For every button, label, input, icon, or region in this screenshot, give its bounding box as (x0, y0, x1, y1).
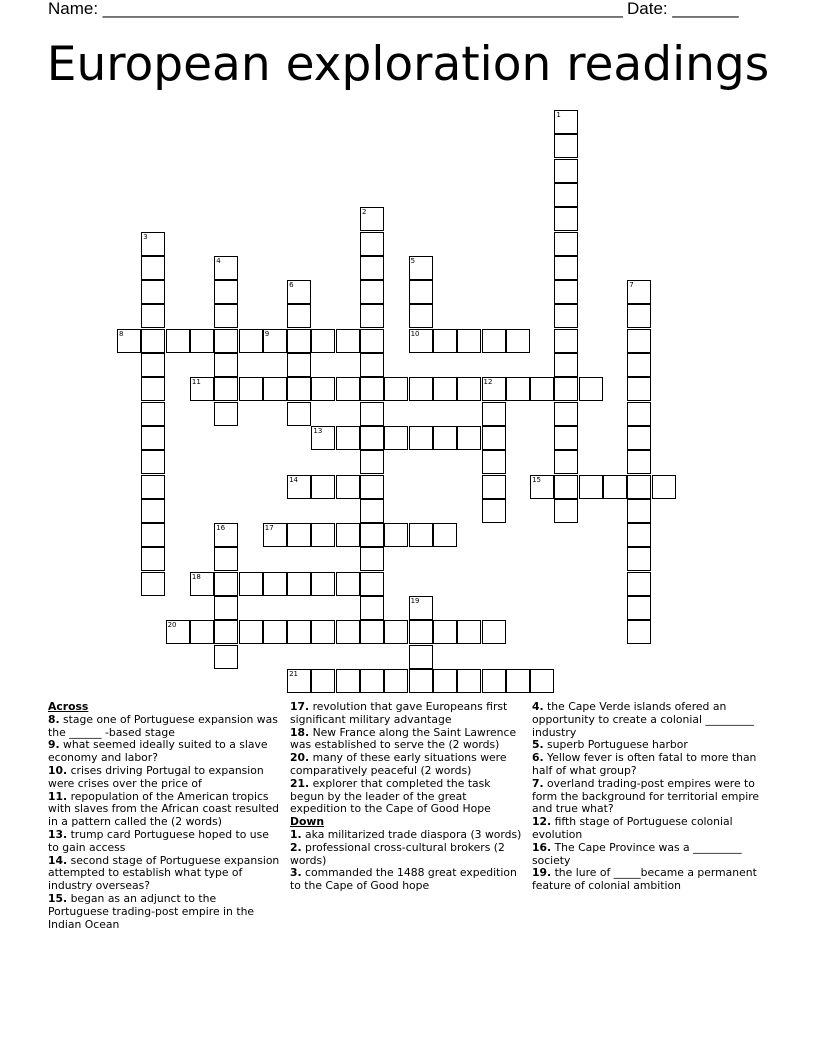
grid-cell[interactable] (627, 523, 651, 547)
clue-item (48, 829, 280, 855)
grid-cell[interactable] (360, 232, 384, 256)
grid-cell[interactable] (554, 475, 578, 499)
grid-cell[interactable] (482, 475, 506, 499)
grid-cell[interactable] (433, 329, 457, 353)
grid-cell[interactable] (627, 280, 651, 304)
clue-number-label: 6. (532, 751, 544, 765)
clue-number-label: 2. (290, 840, 302, 854)
clue-text: The Cape Province was a _________ society (532, 840, 742, 867)
grid-cell[interactable] (239, 329, 263, 353)
clue-number-label: 12. (532, 815, 552, 829)
clue-number-label: 7. (532, 776, 544, 790)
grid-cell[interactable] (506, 377, 530, 401)
grid-cell[interactable] (384, 620, 408, 644)
grid-cell[interactable] (311, 669, 335, 693)
clue-number: 11 (191, 378, 201, 387)
grid-cell[interactable] (409, 645, 433, 669)
grid-cell[interactable] (627, 450, 651, 474)
clue-item (532, 816, 764, 842)
clue-text: repopulation of the American tropics with slaves from the African coast resulted in a pattern called the (2 words) (48, 789, 279, 829)
grid-cell[interactable] (214, 547, 238, 571)
grid-cell[interactable] (360, 377, 384, 401)
grid-cell[interactable] (311, 620, 335, 644)
grid-cell[interactable] (652, 475, 676, 499)
grid-cell[interactable] (457, 620, 481, 644)
grid-cell[interactable] (482, 426, 506, 450)
grid-cell[interactable] (336, 572, 360, 596)
clue-item (290, 727, 522, 753)
clue-item (532, 701, 764, 739)
grid-cell[interactable] (311, 572, 335, 596)
clue-number-label: 17. (290, 700, 310, 713)
grid-cell[interactable] (287, 669, 311, 693)
clue-text: the lure of _____became a permanent feature of colonial ambition (532, 866, 757, 893)
grid-cell[interactable] (263, 572, 287, 596)
clue-text: began as an adjunct to the Portuguese trading-post empire in the Indian Ocean (48, 891, 255, 931)
clue-text: fifth stage of Portuguese colonial evolution (532, 815, 733, 841)
clue-text: Yellow fever is often fatal to more than half of what group? (532, 751, 757, 777)
grid-cell[interactable] (409, 620, 433, 644)
clue-number: 18 (191, 572, 201, 581)
grid-cell[interactable] (311, 377, 335, 401)
grid-cell[interactable] (141, 377, 165, 401)
grid-cell[interactable] (433, 523, 457, 547)
grid-cell[interactable] (336, 475, 360, 499)
grid-cell[interactable] (141, 256, 165, 280)
grid-cell[interactable] (336, 669, 360, 693)
grid-cell[interactable] (554, 499, 578, 523)
grid-cell[interactable] (409, 329, 433, 353)
clue-number-label: 14. (48, 853, 68, 867)
grid-cell[interactable] (409, 426, 433, 450)
grid-cell[interactable] (214, 329, 238, 353)
grid-cell[interactable] (627, 596, 651, 620)
grid-cell[interactable] (360, 523, 384, 547)
clue-item (48, 714, 280, 740)
grid-cell[interactable] (506, 329, 530, 353)
grid-cell[interactable] (360, 547, 384, 571)
grid-cell[interactable] (627, 353, 651, 377)
grid-cell[interactable] (554, 110, 578, 134)
grid-cell[interactable] (409, 596, 433, 620)
grid-cell[interactable] (360, 596, 384, 620)
clue-number-label: 15. (48, 891, 68, 905)
grid-cell[interactable] (554, 256, 578, 280)
clue-item (532, 842, 764, 868)
clue-number: 20 (167, 621, 177, 630)
grid-cell[interactable] (627, 426, 651, 450)
grid-cell[interactable] (409, 669, 433, 693)
grid-cell[interactable] (384, 377, 408, 401)
grid-cell[interactable] (141, 329, 165, 353)
grid-cell[interactable] (360, 572, 384, 596)
grid-cell[interactable] (141, 523, 165, 547)
grid-cell[interactable] (141, 353, 165, 377)
clue-item (48, 855, 280, 893)
grid-cell[interactable] (554, 207, 578, 231)
grid-cell[interactable] (530, 669, 554, 693)
clue-number: 17 (264, 524, 274, 533)
grid-cell[interactable] (166, 620, 190, 644)
clue-item (532, 752, 764, 778)
grid-cell[interactable] (579, 475, 603, 499)
grid-cell[interactable] (554, 134, 578, 158)
grid-cell[interactable] (360, 353, 384, 377)
grid-cell[interactable] (166, 329, 190, 353)
grid-cell[interactable] (409, 304, 433, 328)
date-field-label[interactable]: Date: _______ (627, 0, 739, 18)
grid-cell[interactable] (433, 426, 457, 450)
across-heading: Across (48, 700, 89, 713)
grid-cell[interactable] (239, 620, 263, 644)
clue-number-label: 1. (290, 827, 302, 841)
grid-cell[interactable] (287, 304, 311, 328)
clue-item (48, 765, 280, 791)
grid-cell[interactable] (287, 329, 311, 353)
clue-text: the Cape Verde islands ofered an opportunity to create a colonial _________ industry (532, 700, 754, 739)
clue-item (48, 893, 280, 931)
grid-cell[interactable] (141, 499, 165, 523)
grid-cell[interactable] (554, 159, 578, 183)
clue-number: 19 (410, 597, 420, 605)
grid-cell[interactable] (360, 450, 384, 474)
grid-cell[interactable] (530, 377, 554, 401)
grid-cell[interactable] (409, 377, 433, 401)
grid-cell[interactable] (627, 620, 651, 644)
grid-cell[interactable] (409, 280, 433, 304)
grid-cell[interactable] (554, 329, 578, 353)
clue-number: 8 (119, 329, 124, 338)
clue-text: trump card Portuguese hoped to use to gain access (48, 827, 269, 854)
grid-cell[interactable] (214, 523, 238, 547)
grid-cell[interactable] (336, 620, 360, 644)
grid-cell[interactable] (336, 426, 360, 450)
grid-cell[interactable] (603, 475, 627, 499)
clue-number-label: 9. (48, 738, 60, 752)
grid-cell[interactable] (141, 426, 165, 450)
grid-cell[interactable] (214, 353, 238, 377)
clue-text: many of these early situations were comparatively peaceful (2 words) (290, 751, 507, 777)
grid-cell[interactable] (360, 329, 384, 353)
grid-cell[interactable] (457, 426, 481, 450)
grid-cell[interactable] (214, 402, 238, 426)
grid-cell[interactable] (263, 620, 287, 644)
clue-number-label: 4. (532, 700, 544, 713)
clue-text: second stage of Portuguese expansion attempted to establish what type of industry overseas? (48, 853, 280, 893)
grid-cell[interactable] (141, 232, 165, 256)
clue-number: 5 (410, 256, 416, 265)
clue-text: crises driving Portugal to expansion were crises over the price of (48, 763, 264, 790)
grid-cell[interactable] (141, 547, 165, 571)
clue-number: 10 (410, 329, 420, 338)
clue-number-label: 20. (290, 751, 310, 765)
grid-cell[interactable] (141, 450, 165, 474)
grid-cell[interactable] (360, 207, 384, 231)
grid-cell[interactable] (554, 183, 578, 207)
clue-number-label: 3. (290, 866, 302, 880)
clue-item (48, 739, 280, 765)
clue-item (532, 867, 764, 893)
clue-item (290, 752, 522, 778)
grid-cell[interactable] (579, 377, 603, 401)
grid-cell[interactable] (190, 377, 214, 401)
grid-cell[interactable] (457, 377, 481, 401)
grid-cell[interactable] (627, 402, 651, 426)
clue-text: aka militarized trade diaspora (3 words) (301, 827, 522, 841)
grid-cell[interactable] (311, 523, 335, 547)
grid-cell[interactable] (554, 280, 578, 304)
name-field-label[interactable]: Name: _______________________________________________________ (48, 0, 623, 18)
grid-cell[interactable] (263, 377, 287, 401)
grid-cell[interactable] (287, 523, 311, 547)
grid-cell[interactable] (141, 475, 165, 499)
grid-cell[interactable] (214, 304, 238, 328)
grid-cell[interactable] (311, 329, 335, 353)
grid-cell[interactable] (627, 475, 651, 499)
grid-cell[interactable] (287, 353, 311, 377)
clue-number-label: 5. (532, 738, 544, 752)
clue-item (532, 778, 764, 816)
grid-cell[interactable] (287, 620, 311, 644)
clue-text: explorer that completed the task begun by the leader of the great expedition to the Cape of Good Hope (290, 776, 491, 816)
grid-cell[interactable] (214, 572, 238, 596)
grid-cell[interactable] (360, 669, 384, 693)
clue-number-label: 11. (48, 789, 68, 803)
grid-cell[interactable] (336, 523, 360, 547)
clue-text: New France along the Saint Lawrence was established to serve the (2 words) (290, 725, 517, 752)
grid-cell[interactable] (360, 402, 384, 426)
grid-cell[interactable] (360, 304, 384, 328)
grid-cell[interactable] (554, 450, 578, 474)
grid-cell[interactable] (530, 475, 554, 499)
grid-cell[interactable] (627, 547, 651, 571)
clue-number: 13 (313, 426, 323, 435)
grid-cell[interactable] (336, 377, 360, 401)
grid-cell[interactable] (482, 377, 506, 401)
grid-cell[interactable] (360, 426, 384, 450)
clue-number: 3 (143, 232, 148, 241)
grid-cell[interactable] (409, 523, 433, 547)
grid-cell[interactable] (190, 620, 214, 644)
grid-cell[interactable] (360, 620, 384, 644)
grid-cell[interactable] (214, 596, 238, 620)
clue-item (290, 867, 522, 893)
grid-cell[interactable] (627, 304, 651, 328)
grid-cell[interactable] (433, 620, 457, 644)
grid-cell[interactable] (360, 256, 384, 280)
page-title: European exploration readings (46, 37, 770, 92)
clue-number: 21 (289, 669, 299, 678)
clue-text: revolution that gave Europeans first significant military advantage (290, 700, 508, 726)
grid-cell[interactable] (554, 232, 578, 256)
clue-number: 16 (216, 524, 226, 533)
grid-cell[interactable] (287, 280, 311, 304)
grid-cell[interactable] (360, 499, 384, 523)
clue-number: 1 (556, 111, 561, 119)
grid-cell[interactable] (384, 523, 408, 547)
clues-column-3 (532, 701, 764, 893)
clues-column-1 (48, 701, 280, 931)
grid-cell[interactable] (627, 572, 651, 596)
clue-item (290, 701, 522, 727)
grid-cell[interactable] (360, 475, 384, 499)
clue-text: commanded the 1488 great expedition to the Cape of Good hope (290, 866, 517, 893)
grid-cell[interactable] (214, 620, 238, 644)
clue-item (290, 778, 522, 816)
grid-cell[interactable] (482, 620, 506, 644)
clue-number-label: 21. (290, 776, 310, 790)
grid-cell[interactable] (190, 329, 214, 353)
grid-cell[interactable] (287, 475, 311, 499)
clue-number: 12 (483, 378, 493, 387)
grid-cell[interactable] (336, 329, 360, 353)
clue-text: overland trading-post empires were to form the background for territorial empire and true what? (532, 776, 760, 816)
grid-cell[interactable] (433, 377, 457, 401)
clue-item (48, 791, 280, 829)
grid-cell[interactable] (457, 669, 481, 693)
clue-text: stage one of Portuguese expansion was the ______ -based stage (48, 712, 278, 739)
grid-cell[interactable] (554, 426, 578, 450)
clue-number-label: 18. (290, 725, 310, 739)
grid-cell[interactable] (433, 669, 457, 693)
grid-cell[interactable] (409, 256, 433, 280)
grid-cell[interactable] (384, 669, 408, 693)
grid-cell[interactable] (506, 669, 530, 693)
grid-cell[interactable] (214, 377, 238, 401)
grid-cell[interactable] (554, 353, 578, 377)
grid-cell[interactable] (141, 304, 165, 328)
clue-number: 14 (289, 475, 299, 484)
grid-cell[interactable] (287, 402, 311, 426)
grid-cell[interactable] (311, 475, 335, 499)
clue-number-label: 16. (532, 840, 552, 854)
clue-item (290, 842, 522, 868)
grid-cell[interactable] (190, 572, 214, 596)
grid-cell[interactable] (482, 402, 506, 426)
grid-cell[interactable] (627, 377, 651, 401)
clue-text: professional cross-cultural brokers (2 words) (290, 840, 505, 867)
grid-cell[interactable] (239, 377, 263, 401)
clue-number: 7 (629, 281, 634, 290)
grid-cell[interactable] (360, 280, 384, 304)
grid-cell[interactable] (214, 256, 238, 280)
clue-number-label: 8. (48, 712, 60, 726)
grid-cell[interactable] (141, 280, 165, 304)
grid-cell[interactable] (457, 329, 481, 353)
clue-number-label: 10. (48, 763, 68, 777)
clue-number: 9 (264, 329, 270, 338)
grid-cell[interactable] (482, 329, 506, 353)
grid-cell[interactable] (141, 572, 165, 596)
grid-cell[interactable] (554, 402, 578, 426)
grid-cell[interactable] (287, 572, 311, 596)
clue-number: 2 (362, 208, 367, 217)
grid-cell[interactable] (141, 402, 165, 426)
grid-cell[interactable] (239, 572, 263, 596)
grid-cell[interactable] (627, 329, 651, 353)
grid-cell[interactable] (117, 329, 141, 353)
grid-cell[interactable] (384, 426, 408, 450)
grid-cell[interactable] (482, 450, 506, 474)
clue-number: 6 (289, 281, 294, 290)
grid-cell[interactable] (627, 499, 651, 523)
clue-number: 4 (216, 256, 221, 265)
clue-text: what seemed ideally suited to a slave economy and labor? (48, 738, 268, 765)
clue-number-label: 19. (532, 866, 552, 880)
grid-cell[interactable] (554, 304, 578, 328)
grid-cell[interactable] (263, 329, 287, 353)
grid-cell[interactable] (554, 377, 578, 401)
clue-text: superb Portuguese harbor (543, 738, 688, 752)
clues-column-2 (290, 701, 522, 893)
grid-cell[interactable] (263, 523, 287, 547)
grid-cell[interactable] (311, 426, 335, 450)
down-heading: Down (290, 815, 325, 829)
grid-cell[interactable] (214, 645, 238, 669)
clue-number: 15 (532, 475, 542, 484)
clue-number-label: 13. (48, 827, 68, 841)
grid-cell[interactable] (482, 499, 506, 523)
grid-cell[interactable] (214, 280, 238, 304)
grid-cell[interactable] (482, 669, 506, 693)
grid-cell[interactable] (287, 377, 311, 401)
